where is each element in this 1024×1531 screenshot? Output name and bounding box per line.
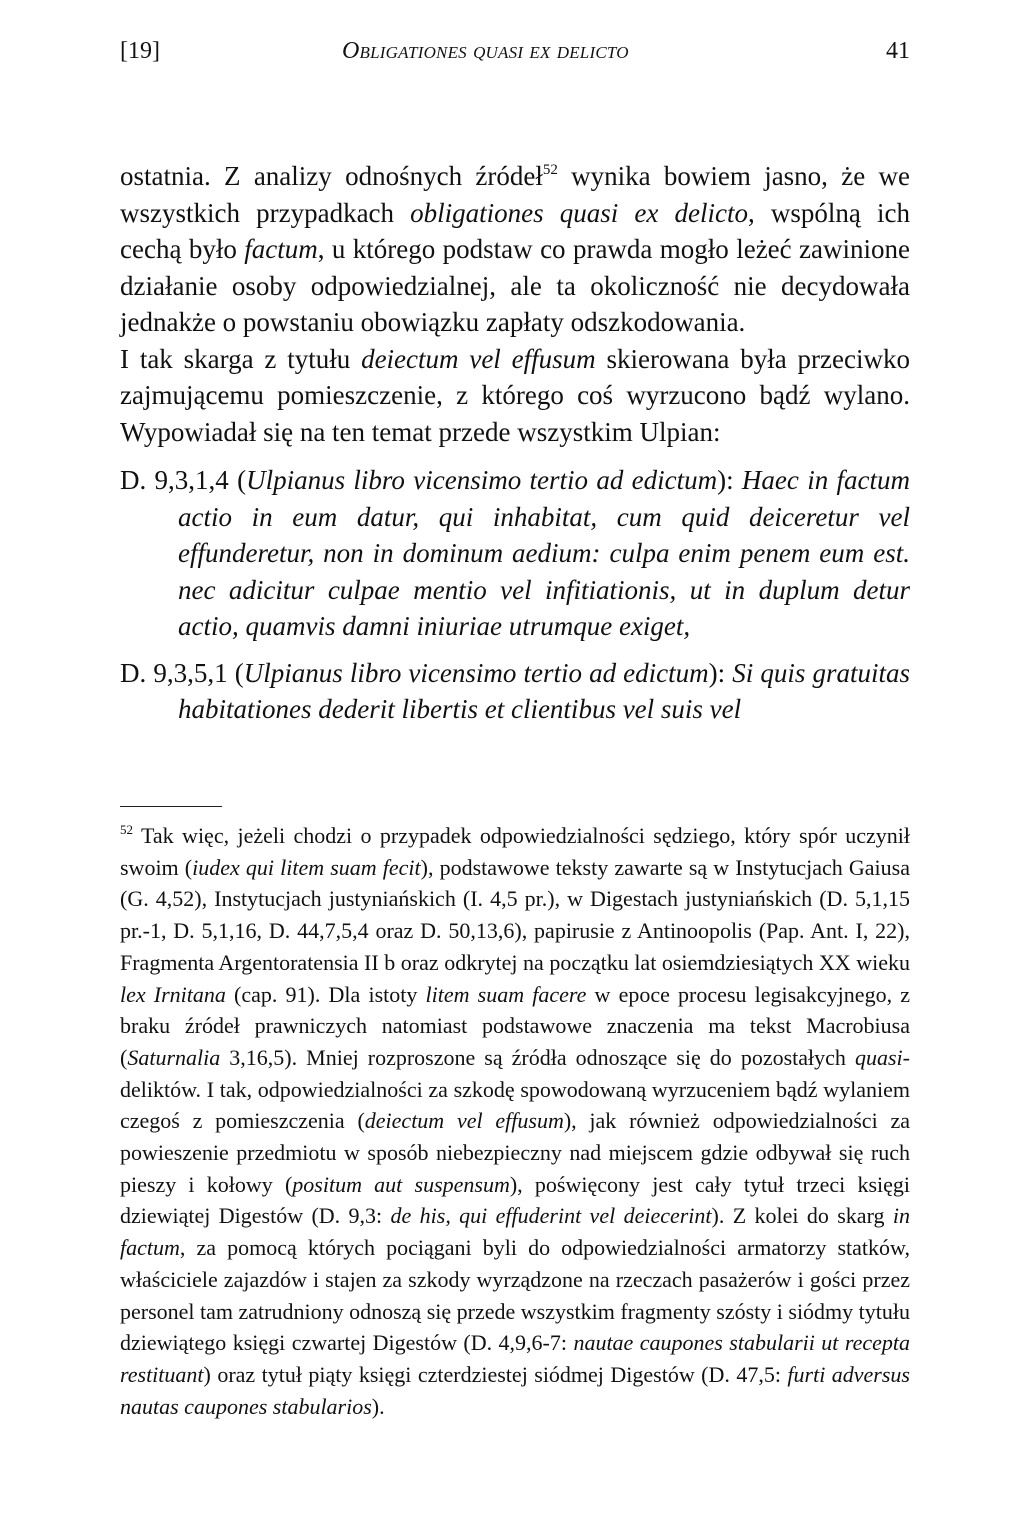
main-text: [120, 158, 910, 450]
chapter-marker: [19]: [120, 38, 160, 64]
page-number: 41: [886, 38, 910, 64]
source-quote: D. 9,3,5,1 (Ulpianus libro vicensimo tertio ad edictum): Si quis gratuitas habitationes dederit libertis et clientibus vel suis vel: [120, 657, 910, 724]
footnote-divider: [120, 806, 222, 807]
footnote-reference[interactable]: 52: [542, 162, 558, 178]
book-page: [120, 38, 911, 1419]
footnote: $^{52}$ Tak więc, jeżeli chodzi o przypadek odpowiedzialności sędziego, który spór uczynił swoim (iudex qui litem suam fecit), podstawowe teksty zawarte są w Instytucjach Gaiusa (G. 4,52), Instytucjach justyniańskich (I. 4,5 pr.), w Digestach justyniańskich (D. 5,1,15 pr.-1, D. 5,1,16, D. 44,7,5,4 oraz D. 50,13,6), papirusie z Antinoopolis (Pap. Ant. I, 22), Fragmenta Argentoratensia II b oraz odkrytej na początku lat osiemdziesiątych XX wieku lex Irnitana (cap. 91). Dla istoty litem suam facere w epoce procesu legisakcyjnego, z braku źródeł prawniczych natomiast podstawowe znaczenia ma tekst Macrobiusa (Saturnalia 3,16,5). Mniej rozproszone są źródła odnoszące się do pozostałych quasi-deliktów. I tak, odpowiedzialności za szkodę spowodowaną wyrzuceniem bądź wylaniem czegoś z pomieszczenia (deiectum vel effusum), jak również odpowiedzialności za powieszenie przedmiotu w sposób niebezpieczny nad miejscem gdzie odbywał się ruch pieszy i kołowy (positum aut suspensum), poświęcony jest cały tytuł trzeci księgi dziewiątej Digestów (D. 9,3: de his, qui effuderint vel deiecerint). Z kolei do skarg in factum, za pomocą których pociągani byli do odpowiedzialności armatorzy statków, właściciele zajazdów i stajen za szkody wyrządzone na rzeczach pasażerów i gości przez personel tam zatrudniony odnoszą się przede wszystkim fragmenty szósty i siódmy tytułu dziewiątego księgi czwartej Digestów (D. 4,9,6-7: nautae caupones stabularii ut recepta restituant) oraz tytuł piąty księgi czterdziestej siódmej Digestów (D. 47,5: furti adversus nautas caupones stabularios).: [120, 822, 911, 1419]
paragraph: ostatnia. Z analizy odnośnych źródeł$^{52}$ wynika bowiem jasno, że we wszystkich przypadkach obligationes quasi ex delicto, wspólną ich cechą było factum, u którego podstaw co prawda mogło leżeć zawinione działanie osoby odpowiedzialnej, ale ta okoliczność nie decydowała jednakże o powstaniu obowiązku zapłaty odszkodowania.: [120, 161, 911, 337]
source-quotations: [120, 462, 910, 728]
running-head: [120, 38, 910, 78]
source-quote: D. 9,3,1,4 (Ulpianus libro vicensimo tertio ad edictum): Haec in factum actio in eum datur, qui inhabitat, cum quid deiceretur vel effunderetur, non in dominum aedium: culpa enim penem eum est. nec adicitur culpae mentio vel infitiationis, ut in duplum detur actio, quamvis damni iniuriae utrumque exiget,: [120, 465, 910, 641]
footnote-number: 52: [120, 822, 133, 837]
paragraph: I tak skarga z tytułu deiectum vel effusum skierowana była przeciwko zajmującemu pomieszczenie, z którego coś wyrzucono bądź wylano. Wypowiadał się na ten temat przede wszystkim Ulpian:: [120, 343, 910, 447]
running-title: Obligationes quasi ex delicto: [342, 38, 629, 64]
